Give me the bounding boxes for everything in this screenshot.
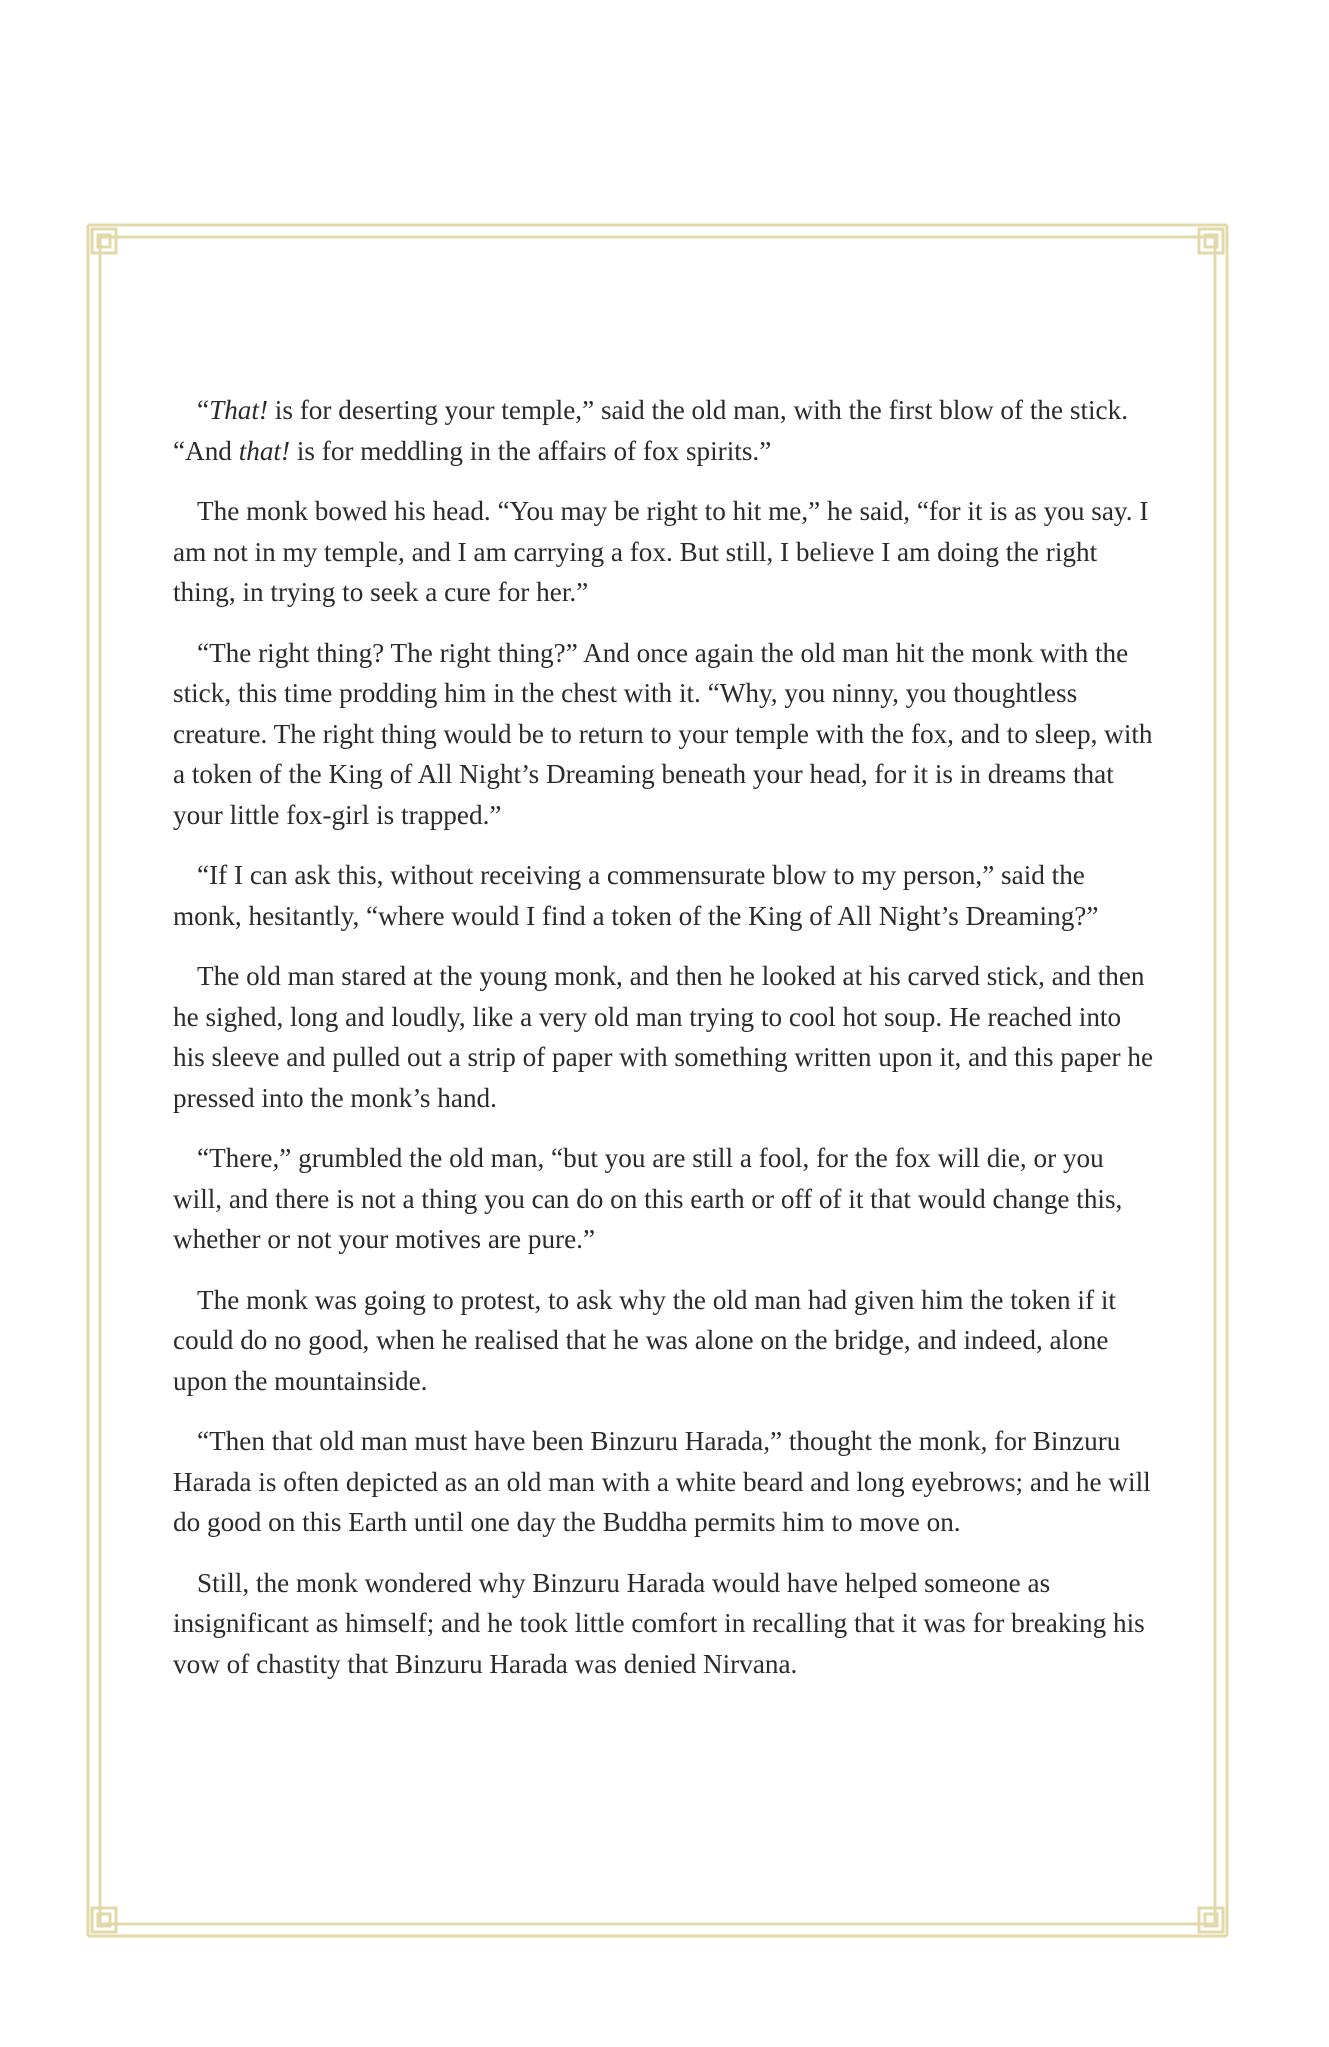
story-paragraph [173,855,1158,936]
emphasized-text: That! [209,395,268,425]
corner-ornament-top-left [92,229,116,253]
story-paragraph [173,491,1158,613]
story-paragraph [173,1421,1158,1543]
emphasized-text: that! [238,435,291,466]
paragraph-text: is for meddling in the affairs of fox spirits.” [290,435,772,466]
corner-ornament-bottom-right [1199,1908,1223,1932]
paragraph-text: “If I can ask this, without receiving a commensurate blow to my person,” said the monk, hesitantly, “where would I find a token of the King of All Night’s Dreaming?” [173,860,1099,931]
paragraph-text: The monk was going to protest, to ask why the old man had given him the token if it could do no good, when he realised that he was alone on the bridge, and indeed, alone upon the mountainside. [173,1284,1116,1396]
story-paragraph [173,1138,1158,1260]
story-paragraph [173,1280,1158,1402]
story-paragraph [173,633,1158,836]
paragraph-text: Still, the monk wondered why Binzuru Harada would have helped someone as insignificant as himself; and he took little comfort in recalling that it was for breaking his vow of chastity that Binzuru Harada was denied Nirvana. [173,1567,1145,1679]
corner-ornament-bottom-left [92,1908,116,1932]
story-paragraph [173,956,1158,1118]
paragraph-text: is for deserting your temple,” said the old man, with the first blow of the stick. “And [173,395,1129,466]
paragraph-text: The monk bowed his head. “You may be right to hit me,” he said, “for it is as you say. I am not in my temple, and I am carrying a fox. But still, I believe I am doing the right thing, in trying to seek a cure for her.” [173,496,1149,607]
paragraph-text: “ [197,395,210,425]
corner-ornament-top-right [1199,229,1223,253]
paragraph-text: The old man stared at the young monk, and then he looked at his carved stick, and then he sighed, long and loudly, like a very old man trying to cool hot soup. He reached into his sleeve and pulled out a strip of paper with something written upon it, and this paper he pressed into the monk’s hand. [173,961,1154,1113]
paragraph-text: “The right thing? The right thing?” And once again the old man hit the monk with the stick, this time prodding him in the chest with it. “Why, you ninny, you thoughtless creature. The right thing would be to return to your temple with the fox, and to sleep, with a token of the King of All Night’s Dreaming beneath your head, for it is in dreams that your little fox-girl is trapped.” [173,637,1153,830]
paragraph-text: “There,” grumbled the old man, “but you are still a fool, for the fox will die, or you will, and there is not a thing you can do on this earth or off of it that would change this, whether or not your motives are pure.” [173,1143,1123,1254]
story-paragraph [173,390,1158,471]
story-text-block [173,390,1158,1704]
paragraph-text: “Then that old man must have been Binzuru Harada,” thought the monk, for Binzuru Harada is often depicted as an old man with a white beard and long eyebrows; and he will do good on this Earth until one day the Buddha permits him to move on. [173,1426,1151,1537]
story-paragraph [173,1563,1158,1685]
